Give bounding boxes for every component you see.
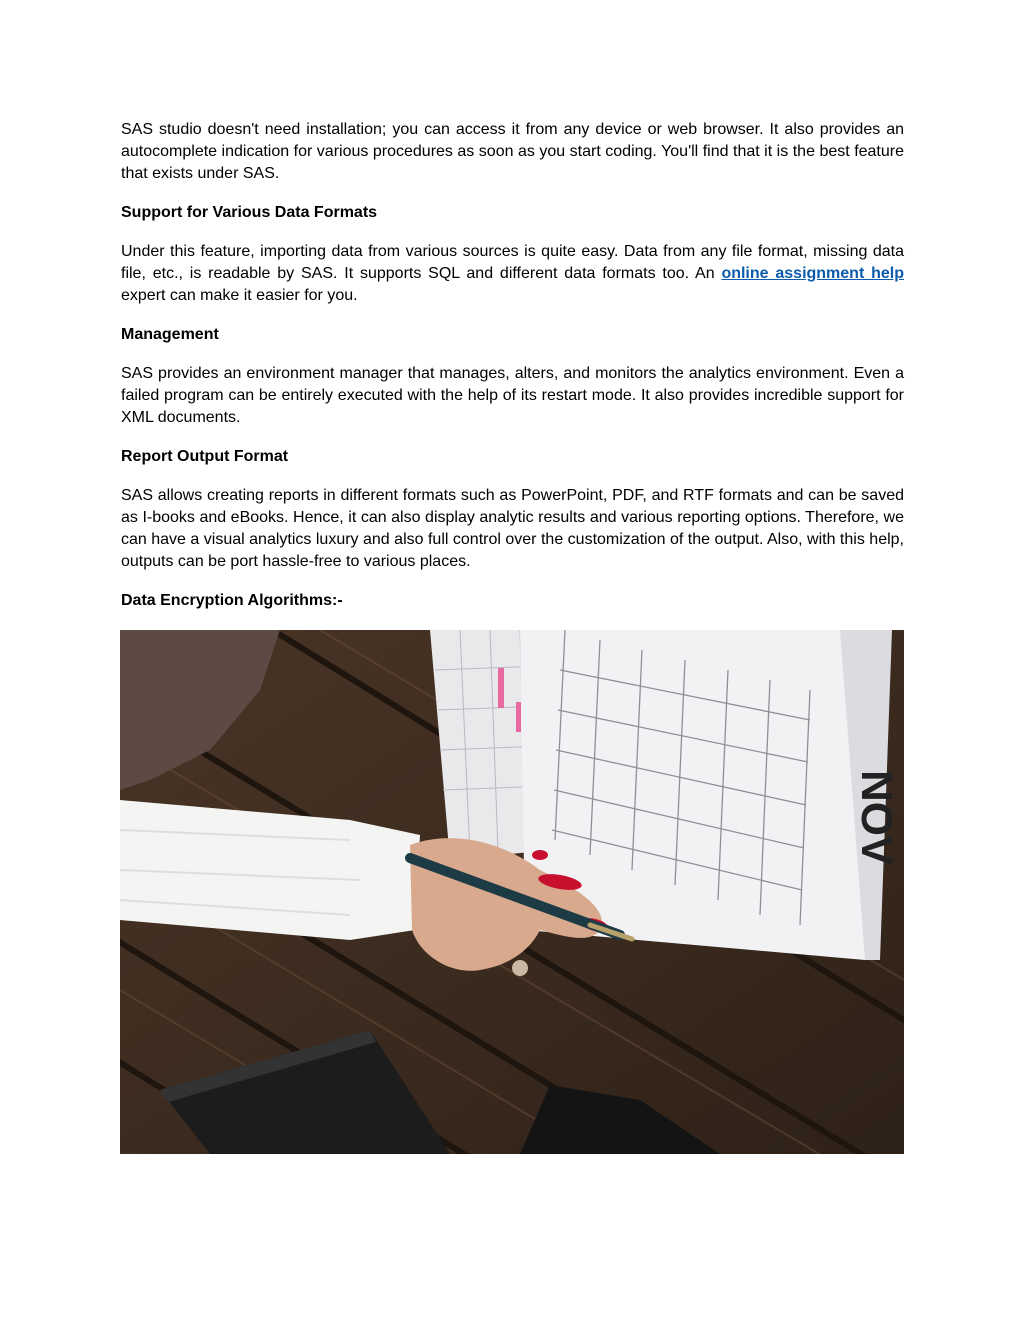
calendar-photo	[120, 630, 904, 1154]
calendar-month-label: NOV	[852, 770, 901, 866]
data-formats-paragraph	[121, 241, 904, 307]
document-body	[121, 119, 904, 629]
intro-paragraph: SAS studio doesn't need installation; you can access it from any device or web browser. It also provides an autocomplete indication for various procedures as soon as you start coding. You'll find that it is the best feature that exists under SAS.	[121, 121, 904, 182]
calendar-photo-illustration	[120, 630, 904, 1154]
ring	[512, 960, 528, 976]
online-assignment-help-link[interactable]: online assignment help	[721, 265, 904, 282]
report-output-heading: Report Output Format	[121, 448, 289, 465]
management-heading: Management	[121, 326, 219, 343]
data-formats-text-before: Under this feature, importing data from various sources is quite easy. Data from any file format, missing data file, etc., is readable by SAS. It supports SQL and different data formats too. An	[121, 243, 904, 282]
management-paragraph: SAS provides an environment manager that manages, alters, and monitors the analytics environment. Even a failed program can be entirely executed with the help of its restart mode. It also provides incredible support for XML documents.	[121, 365, 904, 426]
data-formats-heading: Support for Various Data Formats	[121, 204, 378, 221]
report-output-paragraph: SAS allows creating reports in different formats such as PowerPoint, PDF, and RTF formats and can be saved as I-books and eBooks. Hence, it can also display analytic results and various reporting options. Therefore, we can have a visual analytics luxury and also full control over the customization of the output. Also, with this help, outputs can be port hassle-free to various places.	[121, 487, 904, 570]
data-encryption-heading: Data Encryption Algorithms:-	[121, 592, 343, 609]
data-formats-text-after: expert can make it easier for you.	[121, 287, 358, 304]
